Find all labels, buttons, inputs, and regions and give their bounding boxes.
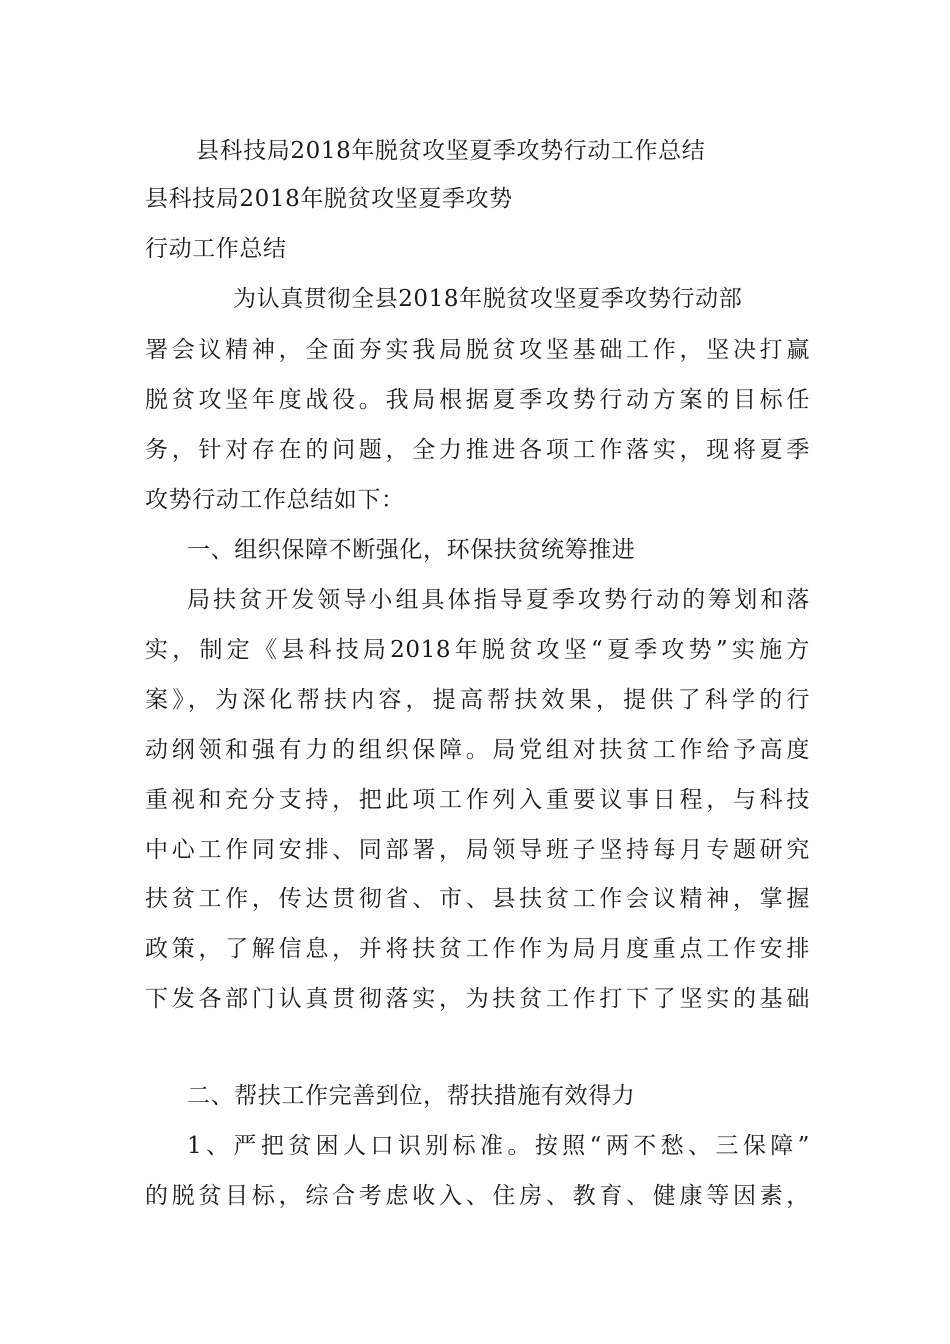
section-2-heading: 二、帮扶工作完善到位，帮扶措施有效得力 (187, 1083, 636, 1109)
subtitle-line-2: 行动工作总结 (145, 236, 287, 262)
section-1-line: 局扶贫开发领导小组具体指导夏季攻势行动的筹划和落 (187, 587, 810, 613)
intro-line: 署会议精神，全面夯实我局脱贫攻坚基础工作，坚决打赢 (145, 337, 810, 363)
intro-line: 攻势行动工作总结如下： (145, 487, 405, 513)
section-1-line: 案》，为深化帮扶内容，提高帮扶效果，提供了科学的行 (145, 687, 810, 713)
document-title: 县科技局2018年脱贫攻坚夏季攻势行动工作总结 (196, 138, 706, 164)
section-1-heading: 一、组织保障不断强化，环保扶贫统筹推进 (187, 537, 636, 563)
section-1-line: 扶贫工作，传达贯彻省、市、县扶贫工作会议精神，掌握 (145, 886, 810, 912)
section-1-line: 政策，了解信息，并将扶贫工作作为局月度重点工作安排 (145, 936, 810, 962)
section-1-line: 中心工作同安排、同部署，局领导班子坚持每月专题研究 (145, 837, 810, 863)
section-2-item-1-line: 1、严把贫困人口识别标准。按照“两不愁、三保障” (187, 1133, 810, 1159)
section-1-line: 下发各部门认真贯彻落实，为扶贫工作打下了坚实的基础 (145, 986, 810, 1012)
subtitle-line-1: 县科技局2018年脱贫攻坚夏季攻势 (145, 186, 513, 212)
intro-line: 务，针对存在的问题，全力推进各项工作落实，现将夏季 (145, 437, 810, 463)
section-1-line: 重视和充分支持，把此项工作列入重要议事日程，与科技 (145, 787, 810, 813)
section-2-item-1-line: 的脱贫目标，综合考虑收入、住房、教育、健康等因素， (145, 1183, 810, 1209)
intro-line: 为认真贯彻全县2018年脱贫攻坚夏季攻势行动部 (233, 286, 743, 312)
section-1-line: 动纲领和强有力的组织保障。局党组对扶贫工作给予高度 (145, 737, 810, 763)
section-1-line: 实，制定《县科技局2018年脱贫攻坚“夏季攻势”实施方 (145, 637, 810, 663)
intro-line: 脱贫攻坚年度战役。我局根据夏季攻势行动方案的目标任 (145, 387, 810, 413)
